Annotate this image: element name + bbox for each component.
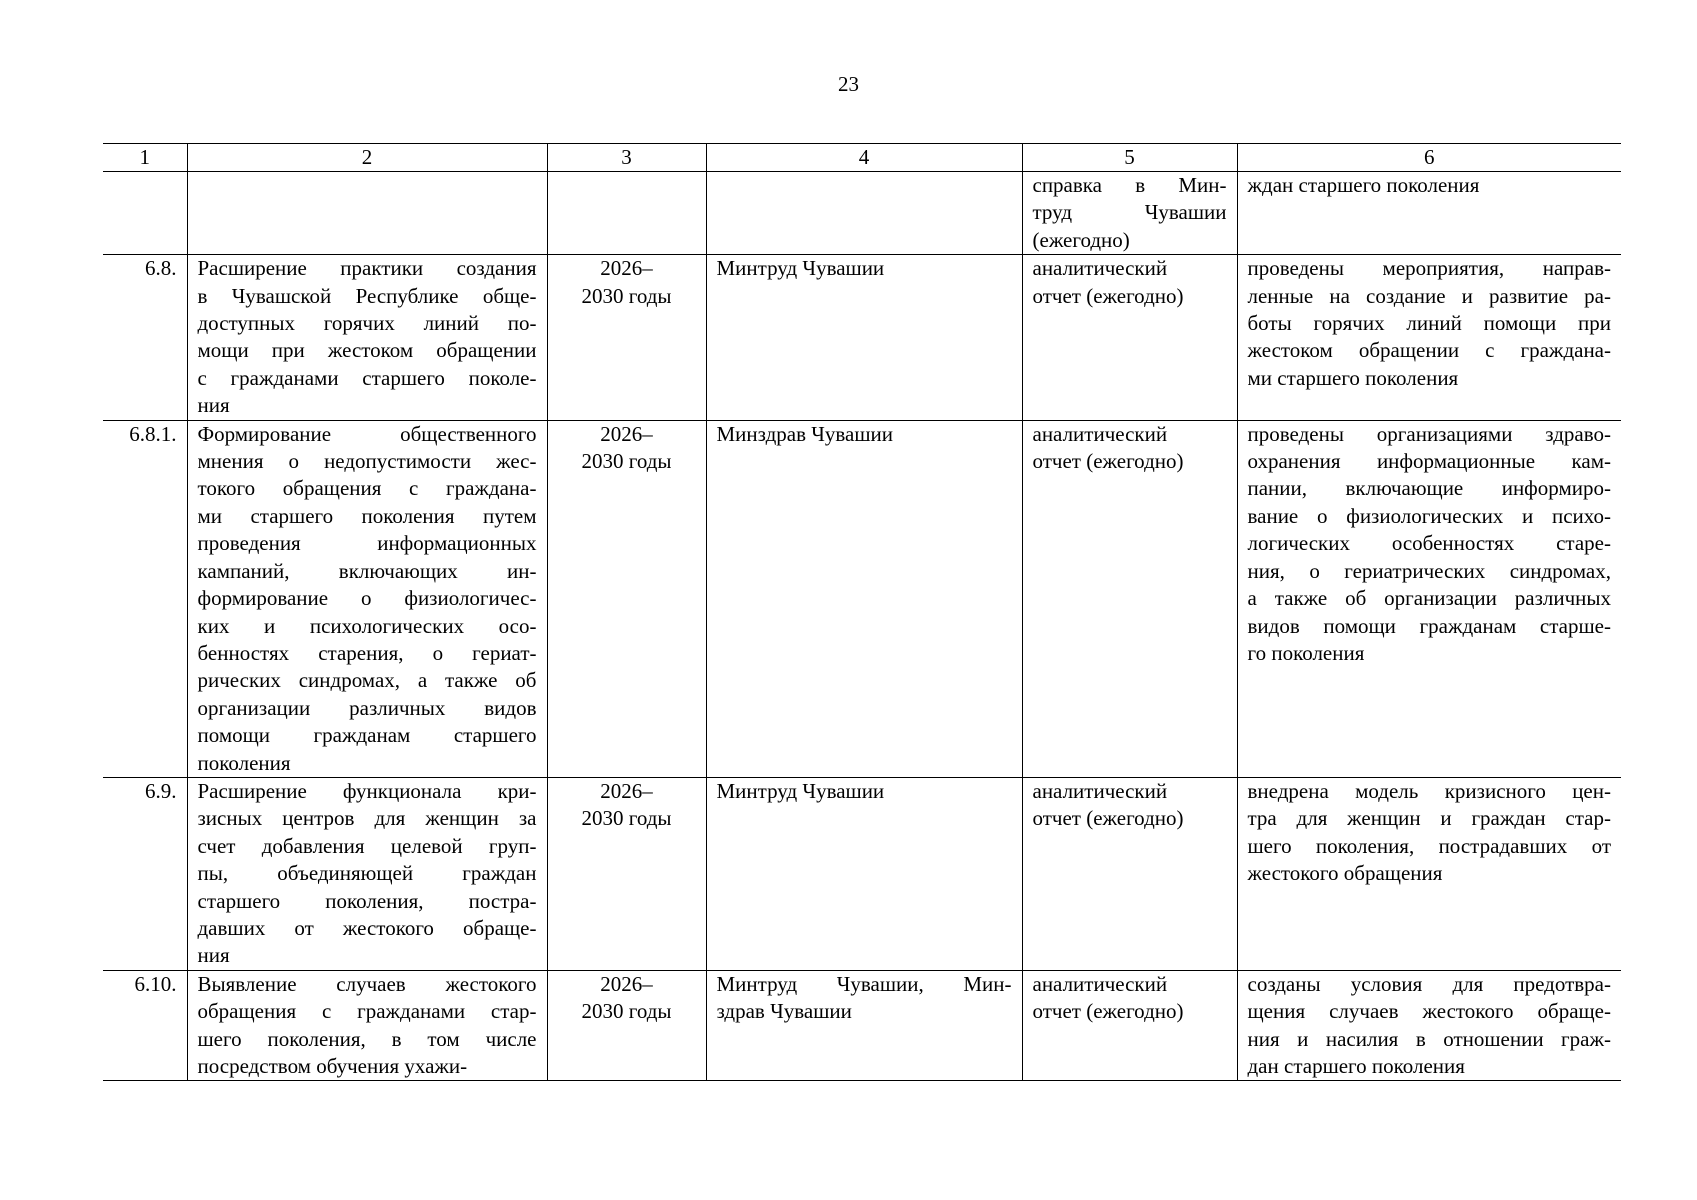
- cell-text-line: тра для женщин и граждан стар-: [1247, 806, 1611, 831]
- cell-text-line: аналитический: [1032, 778, 1168, 803]
- cell-text-line: рических синдромах, а также об: [197, 668, 537, 693]
- cell-text-line: обращения с гражданами стар-: [197, 999, 537, 1024]
- cell-text-line: проведения информационных: [197, 531, 537, 556]
- cell-period: [547, 970, 706, 1081]
- cell-text-line: пы, объединяющей граждан: [197, 861, 537, 886]
- cell-text-line: шего поколения, пострадавших от: [1247, 833, 1611, 858]
- cell-executor: [706, 172, 1022, 255]
- cell-number: [103, 172, 187, 255]
- cell-text-line: здрав Чувашии: [716, 999, 852, 1024]
- cell-text-line: ждан старшего поколения: [1247, 173, 1480, 197]
- table-row: [103, 420, 1621, 777]
- cell-text-line: дан старшего поколения: [1247, 1054, 1465, 1078]
- cell-text-line: с гражданами старшего поколе-: [197, 365, 537, 390]
- cell-text-line: проведены организациями здраво-: [1247, 421, 1611, 446]
- cell-text-line: внедрена модель кризисного цен-: [1247, 778, 1611, 803]
- cell-text-line: видов помощи гражданам старше-: [1247, 613, 1611, 638]
- cell-text-line: 2026–: [600, 256, 653, 281]
- cell-text-line: Выявление случаев жестокого: [197, 971, 537, 996]
- cell-text-line: давших от жестокого обраще-: [197, 915, 537, 940]
- cell-text-line: вание о физиологических и психо-: [1247, 503, 1611, 528]
- cell-report: [1022, 970, 1237, 1081]
- cell-text-line: ких и психологических осо-: [197, 613, 537, 638]
- cell-text-line: токого обращения с граждана-: [197, 476, 537, 501]
- cell-text-line: го поколения: [1247, 640, 1365, 665]
- cell-measure: [187, 255, 547, 420]
- cell-text-line: 2030 годы: [581, 806, 672, 831]
- cell-report: [1022, 777, 1237, 970]
- cell-text-line: ния, о гериатрических синдромах,: [1247, 558, 1611, 583]
- cell-text-line: мощи при жестоком обращении: [197, 338, 537, 363]
- cell-number: 6.10.: [103, 970, 187, 1081]
- cell-result: [1237, 255, 1621, 420]
- column-header: 3: [547, 144, 706, 172]
- cell-text-line: созданы условия для предотвра-: [1247, 971, 1611, 996]
- column-header: 5: [1022, 144, 1237, 172]
- cell-text-line: доступных горячих линий по-: [197, 311, 537, 336]
- cell-text-line: 2030 годы: [581, 449, 672, 474]
- table-row: [103, 970, 1621, 1081]
- cell-text-line: ния и насилия в отношении граж-: [1247, 1026, 1611, 1051]
- measures-table: [103, 143, 1621, 1081]
- cell-executor: [706, 777, 1022, 970]
- cell-executor: [706, 970, 1022, 1081]
- table-row: [103, 255, 1621, 420]
- table-row: [103, 777, 1621, 970]
- cell-text-line: Минтруд Чувашии, Мин-: [716, 971, 1012, 996]
- cell-number: 6.8.: [103, 255, 187, 420]
- cell-text-line: отчет (ежегодно): [1032, 449, 1184, 474]
- cell-period: [547, 777, 706, 970]
- cell-report: [1022, 255, 1237, 420]
- cell-text-line: жестоком обращении с граждана-: [1247, 338, 1611, 363]
- column-header: 1: [103, 144, 187, 172]
- cell-number: 6.9.: [103, 777, 187, 970]
- column-header: 6: [1237, 144, 1621, 172]
- cell-text-line: аналитический: [1032, 256, 1168, 281]
- cell-text-line: ния: [197, 393, 230, 418]
- cell-text-line: ния: [197, 943, 230, 968]
- cell-text-line: логических особенностях старе-: [1247, 531, 1611, 556]
- cell-text-line: 2026–: [600, 971, 653, 996]
- cell-report: [1022, 420, 1237, 777]
- cell-text-line: а также об организации различных: [1247, 586, 1611, 611]
- cell-text-line: щения случаев жестокого обраще-: [1247, 999, 1611, 1024]
- cell-measure: [187, 970, 547, 1081]
- table-row: [103, 172, 1621, 255]
- cell-text-line: проведены мероприятия, направ-: [1247, 256, 1611, 281]
- cell-text-line: мнения о недопустимости жес-: [197, 449, 537, 474]
- cell-text-line: 2030 годы: [581, 999, 672, 1024]
- cell-period: [547, 172, 706, 255]
- cell-text-line: в Чувашской Республике обще-: [197, 283, 537, 308]
- cell-period: [547, 420, 706, 777]
- cell-report: [1022, 172, 1237, 255]
- cell-text-line: труд Чувашии: [1032, 200, 1227, 225]
- cell-text-line: справка в Мин-: [1032, 173, 1227, 197]
- cell-executor: [706, 255, 1022, 420]
- cell-period: [547, 255, 706, 420]
- cell-text-line: помощи гражданам старшего: [197, 723, 537, 748]
- cell-measure: [187, 172, 547, 255]
- cell-result: [1237, 777, 1621, 970]
- cell-text-line: отчет (ежегодно): [1032, 999, 1184, 1024]
- cell-text-line: посредством обучения ухажи-: [197, 1054, 468, 1078]
- cell-text-line: кампаний, включающих ин-: [197, 558, 537, 583]
- cell-text-line: бенностях старения, о гериат-: [197, 640, 537, 665]
- cell-text-line: старшего поколения, постра-: [197, 888, 537, 913]
- cell-text-line: организации различных видов: [197, 695, 537, 720]
- cell-text-line: Минтруд Чувашии: [716, 778, 885, 803]
- column-header: 4: [706, 144, 1022, 172]
- column-header: 2: [187, 144, 547, 172]
- cell-text-line: отчет (ежегодно): [1032, 806, 1184, 831]
- cell-text-line: (ежегодно): [1032, 227, 1130, 252]
- cell-result: [1237, 970, 1621, 1081]
- cell-text-line: аналитический: [1032, 421, 1168, 446]
- cell-number: 6.8.1.: [103, 420, 187, 777]
- cell-text-line: Минздрав Чувашии: [716, 421, 893, 446]
- cell-text-line: боты горячих линий помощи при: [1247, 311, 1611, 336]
- cell-text-line: Формирование общественного: [197, 421, 537, 446]
- cell-text-line: ми старшего поколения: [1247, 365, 1459, 390]
- cell-result: [1237, 420, 1621, 777]
- cell-text-line: пании, включающие информиро-: [1247, 476, 1611, 501]
- cell-measure: [187, 777, 547, 970]
- cell-text-line: 2030 годы: [581, 283, 672, 308]
- cell-result: [1237, 172, 1621, 255]
- header-row: [103, 144, 1621, 172]
- page-number: 23: [838, 72, 859, 96]
- cell-executor: [706, 420, 1022, 777]
- cell-text-line: поколения: [197, 750, 291, 775]
- cell-text-line: Минтруд Чувашии: [716, 256, 885, 281]
- cell-text-line: зисных центров для женщин за: [197, 806, 537, 831]
- cell-text-line: жестокого обращения: [1247, 861, 1443, 886]
- cell-text-line: охранения информационные кам-: [1247, 449, 1611, 474]
- cell-text-line: Расширение практики создания: [197, 256, 537, 281]
- cell-text-line: формирование о физиологичес-: [197, 586, 537, 611]
- cell-text-line: ленные на создание и развитие ра-: [1247, 283, 1611, 308]
- cell-text-line: аналитический: [1032, 971, 1168, 996]
- cell-text-line: шего поколения, в том числе: [197, 1026, 537, 1051]
- cell-text-line: ми старшего поколения путем: [197, 503, 537, 528]
- cell-text-line: 2026–: [600, 421, 653, 446]
- cell-text-line: отчет (ежегодно): [1032, 283, 1184, 308]
- cell-text-line: Расширение функционала кри-: [197, 778, 537, 803]
- cell-measure: [187, 420, 547, 777]
- cell-text-line: счет добавления целевой груп-: [197, 833, 537, 858]
- cell-text-line: 2026–: [600, 778, 653, 803]
